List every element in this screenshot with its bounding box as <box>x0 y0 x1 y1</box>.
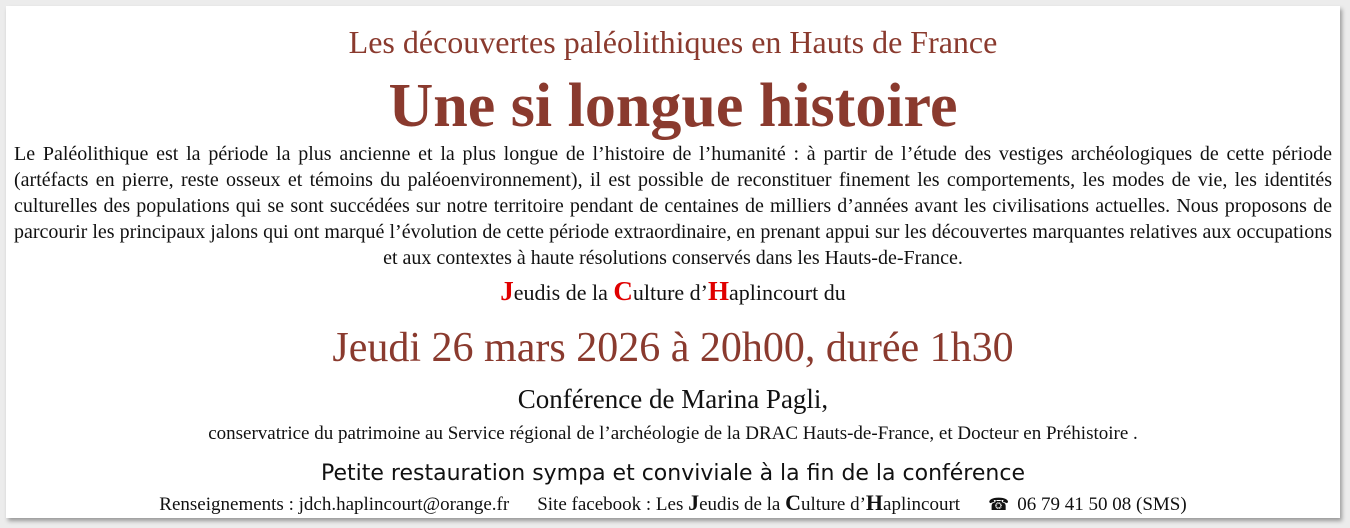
series-text-ulture: ulture d’ <box>632 280 709 305</box>
description-paragraph: Le Paléolithique est la période la plus ancienne et la plus longue de l’histoire de l’humanité : à partir de l’étude des vestiges archéologiques de cette période (artéfacts en pierre, reste osseux et témoins du paléoenvironnement), il est possible de reconstituer finement les comportements, les modes de vie, les identités culturelles des populations qui se sont succédées sur notre territoire pendant de centaines de milliers d’années avant les civilisations actuelles. Nous proposons de parcourir les principaux jalons qui ont marqué l’évolution de cette période extraordinaire, en prenant appui sur les découvertes marquantes relatives aux occupations et aux contextes à haute résolutions conservés dans les Hauts-de-France. <box>14 143 1332 269</box>
facebook-prefix: Site facebook : Les <box>537 494 689 515</box>
fb-initial-h: H <box>865 490 884 515</box>
speaker: Conférence de Marina Pagli, <box>517 384 829 414</box>
fb-text-eudis: eudis de la <box>699 494 786 515</box>
event-date: Jeudi 26 mars 2026 à 20h00, durée 1h30 <box>332 325 1014 371</box>
phone-number[interactable]: 06 79 41 50 08 (SMS) <box>1017 494 1187 515</box>
footer <box>6 490 1340 516</box>
catering-note: Petite restauration sympa et conviviale à la fin de la conférence <box>321 461 1025 486</box>
page-title: Une si longue histoire <box>388 72 958 140</box>
telephone-icon: ☎ <box>988 495 1010 515</box>
speaker-role: conservatrice du patrimoine au Service régional de l’archéologie de la DRAC Hauts-de-France, et Docteur en Préhistoire . <box>208 423 1138 444</box>
fb-initial-c: C <box>785 490 802 515</box>
series-text-eudis: eudis de la <box>513 280 614 305</box>
contact-email[interactable]: Renseignements : jdch.haplincourt@orange.fr <box>159 494 510 515</box>
series-text-aplincourt: aplincourt du <box>729 280 846 305</box>
series-name <box>6 276 1340 307</box>
series-initial-c: C <box>613 276 633 306</box>
series-initial-j: J <box>500 276 514 306</box>
series-initial-h: H <box>708 276 730 306</box>
fb-initial-j: J <box>688 490 700 515</box>
fb-text-aplincourt: aplincourt <box>883 494 961 515</box>
poster-card <box>6 6 1340 518</box>
subtitle: Les découvertes paléolithiques en Hauts de France <box>348 24 998 60</box>
fb-text-ulture: ulture d’ <box>801 494 866 515</box>
